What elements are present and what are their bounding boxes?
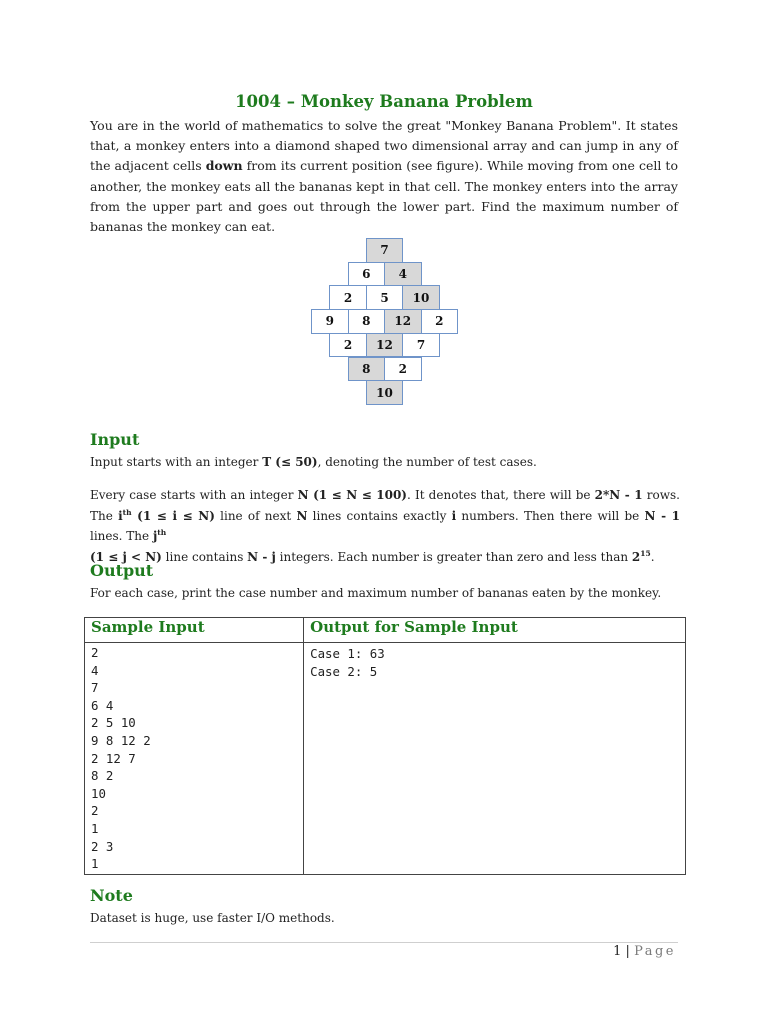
input-line: 2 12 7: [91, 750, 136, 766]
intro-paragraph: You are in the world of mathematics to solve the great "Monkey Banana Problem". It states that, a monkey enters into a diamond shaped two dimensional array and can jump in any of the adjacent cells down from its current position (see figure). While moving from one cell to another, the monkey eats all the bananas kept in that cell. The monkey enters into the array from the upper part and goes out through the lower part. Find the maximum number of bananas the monkey can eat.: [90, 118, 678, 235]
input-line-1: Input starts with an integer T (≤ 50), denoting the number of test cases.: [90, 455, 537, 469]
diamond-cell: 8: [348, 309, 386, 334]
diamond-cell: 2: [329, 285, 367, 310]
input-heading: Input: [90, 430, 140, 449]
input-line: 1: [91, 856, 99, 872]
footer-separator: |: [625, 944, 630, 959]
input-paragraph: Every case starts with an integer N (1 ≤ N ≤ 100). It denotes that, there will be 2*N - 1 rows. The $i^{th}$ (1 ≤ i ≤ N) line of next N lines contains exactly i numbers. Then there will be N - 1 lines. The $j^{th}$ (1 ≤ j < N) line contains N - j integers. Each number is greater than zero and less than $2^{15}$.: [90, 488, 681, 564]
sample-input-header: Sample Input: [85, 618, 304, 643]
input-line: 2 3: [91, 838, 114, 854]
diamond-cell: 2: [384, 357, 422, 382]
input-line: 1: [91, 820, 99, 836]
diamond-cell: 2: [329, 333, 367, 358]
output-line: Case 1: 63: [310, 646, 385, 661]
sample-input-cell: [85, 643, 304, 875]
diamond-cell: 7: [402, 333, 440, 358]
page-number: 1: [613, 944, 622, 959]
page-label: Page: [634, 944, 676, 959]
diamond-cell: 2: [421, 309, 459, 334]
diamond-cell: 10: [366, 380, 404, 405]
input-line: 7: [91, 680, 99, 696]
diamond-cell: 5: [366, 285, 404, 310]
input-line: 8 2: [91, 768, 114, 784]
footer-divider: [90, 942, 678, 943]
input-line: 9 8 12 2: [91, 732, 151, 748]
input-line: 6 4: [91, 697, 114, 713]
input-line: 2 5 10: [91, 715, 136, 731]
input-line: 4: [91, 662, 99, 678]
diamond-cell: 8: [348, 357, 386, 382]
sample-output-header: Output for Sample Input: [304, 618, 686, 643]
input-line: 2: [91, 803, 99, 819]
output-line: Case 2: 5: [310, 663, 378, 679]
diamond-cell: 12: [384, 309, 422, 334]
diamond-cell: 4: [384, 262, 422, 287]
sample-output-cell: [304, 643, 686, 875]
note-heading: Note: [90, 886, 133, 905]
diamond-cell: 9: [311, 309, 349, 334]
diamond-cell: 7: [366, 238, 404, 263]
note-text: Dataset is huge, use faster I/O methods.: [90, 911, 335, 925]
output-heading: Output: [90, 561, 154, 580]
page-footer: [613, 944, 676, 959]
diamond-cell: 10: [402, 285, 440, 310]
diamond-cell: 6: [348, 262, 386, 287]
input-line: 10: [91, 785, 106, 801]
input-line: 2: [91, 645, 99, 660]
sample-table: [84, 617, 686, 875]
page-title: 1004 – Monkey Banana Problem: [235, 92, 533, 111]
output-text: For each case, print the case number and maximum number of bananas eaten by the monkey.: [90, 586, 662, 600]
diamond-cell: 12: [366, 333, 404, 358]
